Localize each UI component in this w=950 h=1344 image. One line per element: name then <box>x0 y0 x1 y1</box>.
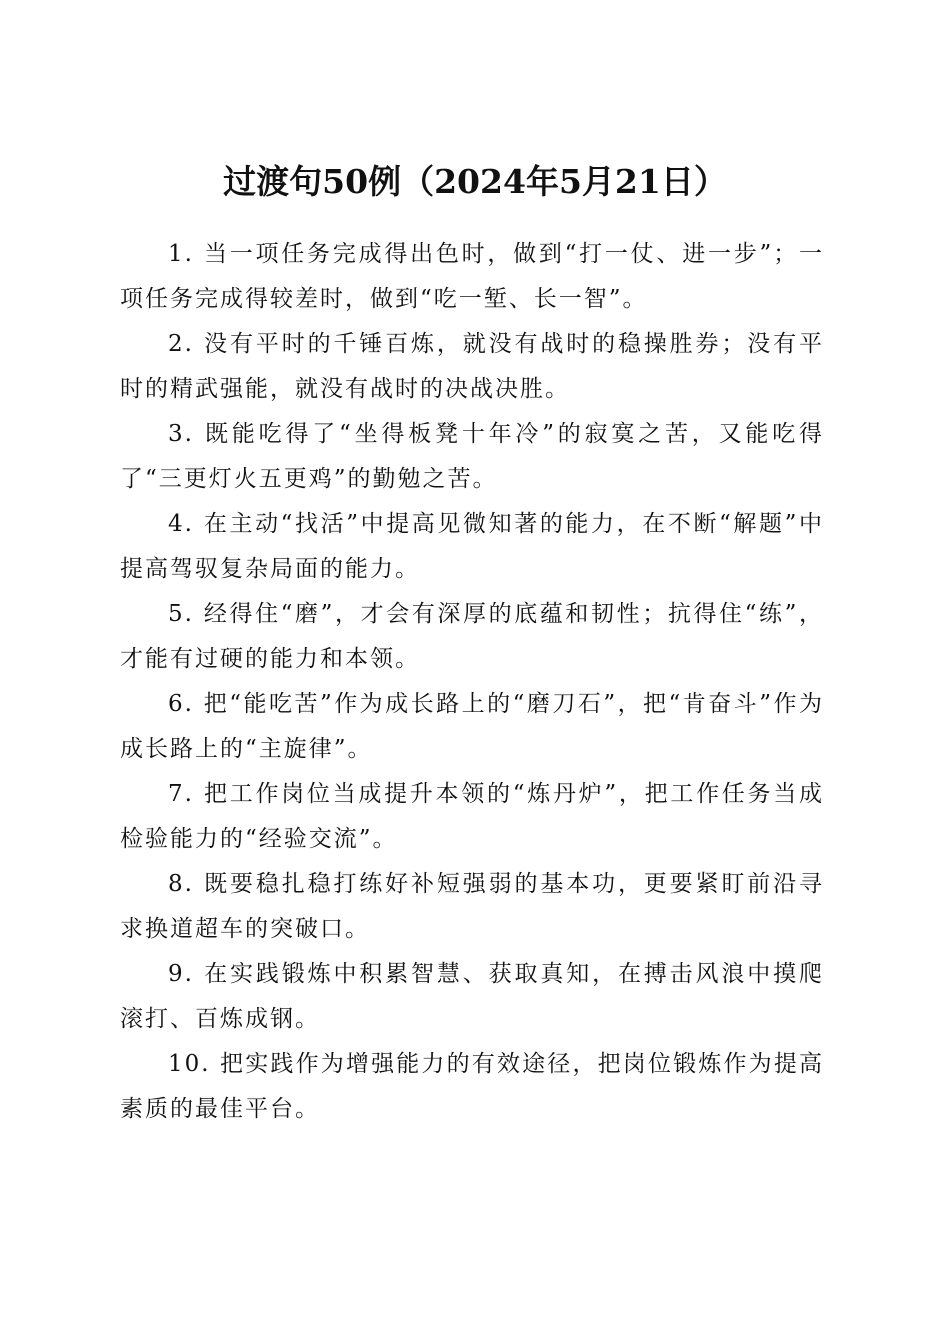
document-title: 过渡句50例（2024年5月21日） <box>223 162 727 202</box>
paragraph-5: 5. 经得住“磨”，才会有深厚的底蕴和韧性；抗得住“练”，才能有过硬的能力和本领。 <box>120 601 824 672</box>
paragraph-7: 7. 把工作岗位当成提升本领的“炼丹炉”，把工作任务当成检验能力的“经验交流”。 <box>120 781 824 852</box>
document-body <box>120 232 824 1132</box>
paragraph-1: 1. 当一项任务完成得出色时，做到“打一仗、进一步”；一项任务完成得较差时，做到“吃一堑、长一智”。 <box>120 241 824 312</box>
paragraph-4: 4. 在主动“找活”中提高见微知著的能力，在不断“解题”中提高驾驭复杂局面的能力。 <box>120 511 824 582</box>
paragraph-2: 2. 没有平时的千锤百炼，就没有战时的稳操胜券；没有平时的精武强能，就没有战时的决战决胜。 <box>120 331 824 402</box>
paragraph-8: 8. 既要稳扎稳打练好补短强弱的基本功，更要紧盯前沿寻求换道超车的突破口。 <box>120 871 824 942</box>
paragraph-10: 10. 把实践作为增强能力的有效途径，把岗位锻炼作为提高素质的最佳平台。 <box>120 1051 824 1122</box>
paragraph-3: 3. 既能吃得了“坐得板凳十年冷”的寂寞之苦，又能吃得了“三更灯火五更鸡”的勤勉之苦。 <box>120 421 824 492</box>
paragraph-9: 9. 在实践锻炼中积累智慧、获取真知，在搏击风浪中摸爬滚打、百炼成钢。 <box>120 961 824 1032</box>
paragraph-6: 6. 把“能吃苦”作为成长路上的“磨刀石”，把“肯奋斗”作为成长路上的“主旋律”。 <box>120 691 824 762</box>
